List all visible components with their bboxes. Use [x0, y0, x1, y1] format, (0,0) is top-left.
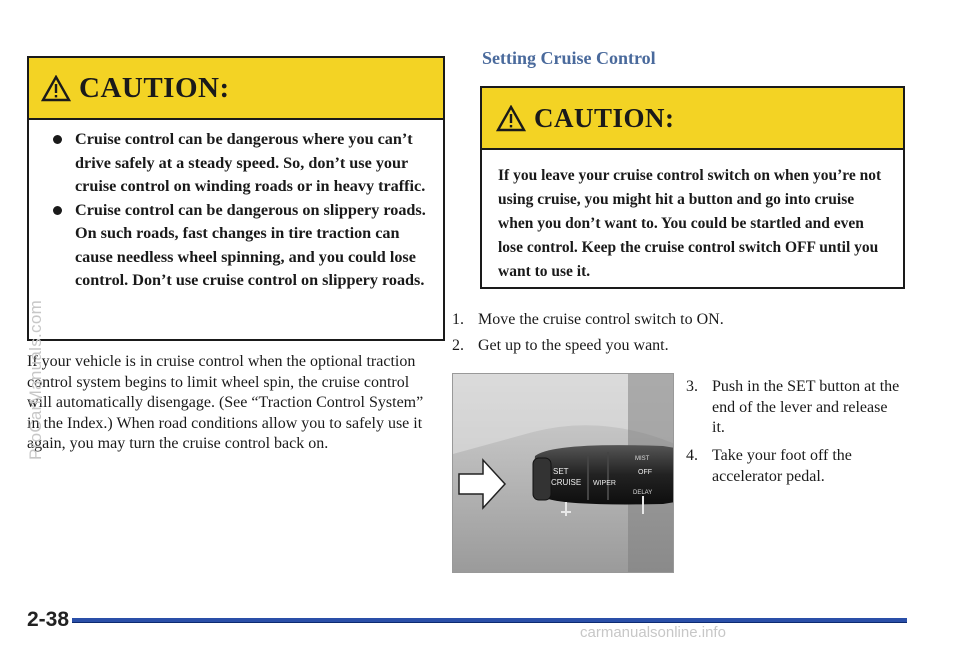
warning-triangle-icon [41, 75, 71, 102]
caution-box-right [480, 86, 905, 289]
watermark-bottom: carmanualsonline.info [580, 624, 726, 641]
cruise-lever-photo [452, 373, 674, 573]
caution-box-left [27, 56, 445, 341]
caution-bullet: Cruise control can be dangerous where you can’t drive safely at a steady speed. So, don’t use your cruise control on winding roads or in heavy traffic. [49, 128, 433, 199]
caution-title: CAUTION: [534, 102, 675, 133]
svg-text:OFF: OFF [638, 469, 652, 476]
warning-triangle-icon [496, 105, 526, 132]
svg-text:DELAY: DELAY [633, 490, 653, 496]
svg-text:MIST: MIST [635, 456, 650, 462]
svg-text:SET: SET [553, 467, 569, 476]
traction-control-paragraph: If your vehicle is in cruise control when the optional traction control system begins to limit wheel spin, the cruise control will automatically disengage. (See “Traction Control System” in the Index.) When road conditions allow you to safely use it again, you may turn the cruise control back on. [27, 353, 424, 452]
page-number: 2-38 [27, 608, 70, 631]
footer-rule [72, 618, 907, 623]
caution-text: If you leave your cruise control switch on when you’re not using cruise, you might hit a button and go into cruise when you don’t want to. You could be startled and even lose control. Keep the cruise control switch OFF until you want to use it. [498, 167, 882, 280]
svg-text:WIPER: WIPER [593, 480, 616, 487]
svg-text:CRUISE: CRUISE [551, 478, 582, 487]
caution-title: CAUTION: [79, 71, 230, 104]
bullet-dot-icon [53, 206, 62, 215]
section-title: Setting Cruise Control [482, 48, 656, 68]
caution-bullet-list [29, 120, 443, 293]
caution-bullet: Cruise control can be dangerous on slippery roads. On such roads, fast changes in tire traction can cause needless wheel spinning, and you could lose control. Don’t use cruise control on slippery roads. [49, 199, 433, 293]
watermark-side: ProCarManuals.com [26, 299, 45, 460]
caution-header [482, 88, 903, 150]
caution-header [29, 58, 443, 120]
bullet-dot-icon [53, 135, 62, 144]
